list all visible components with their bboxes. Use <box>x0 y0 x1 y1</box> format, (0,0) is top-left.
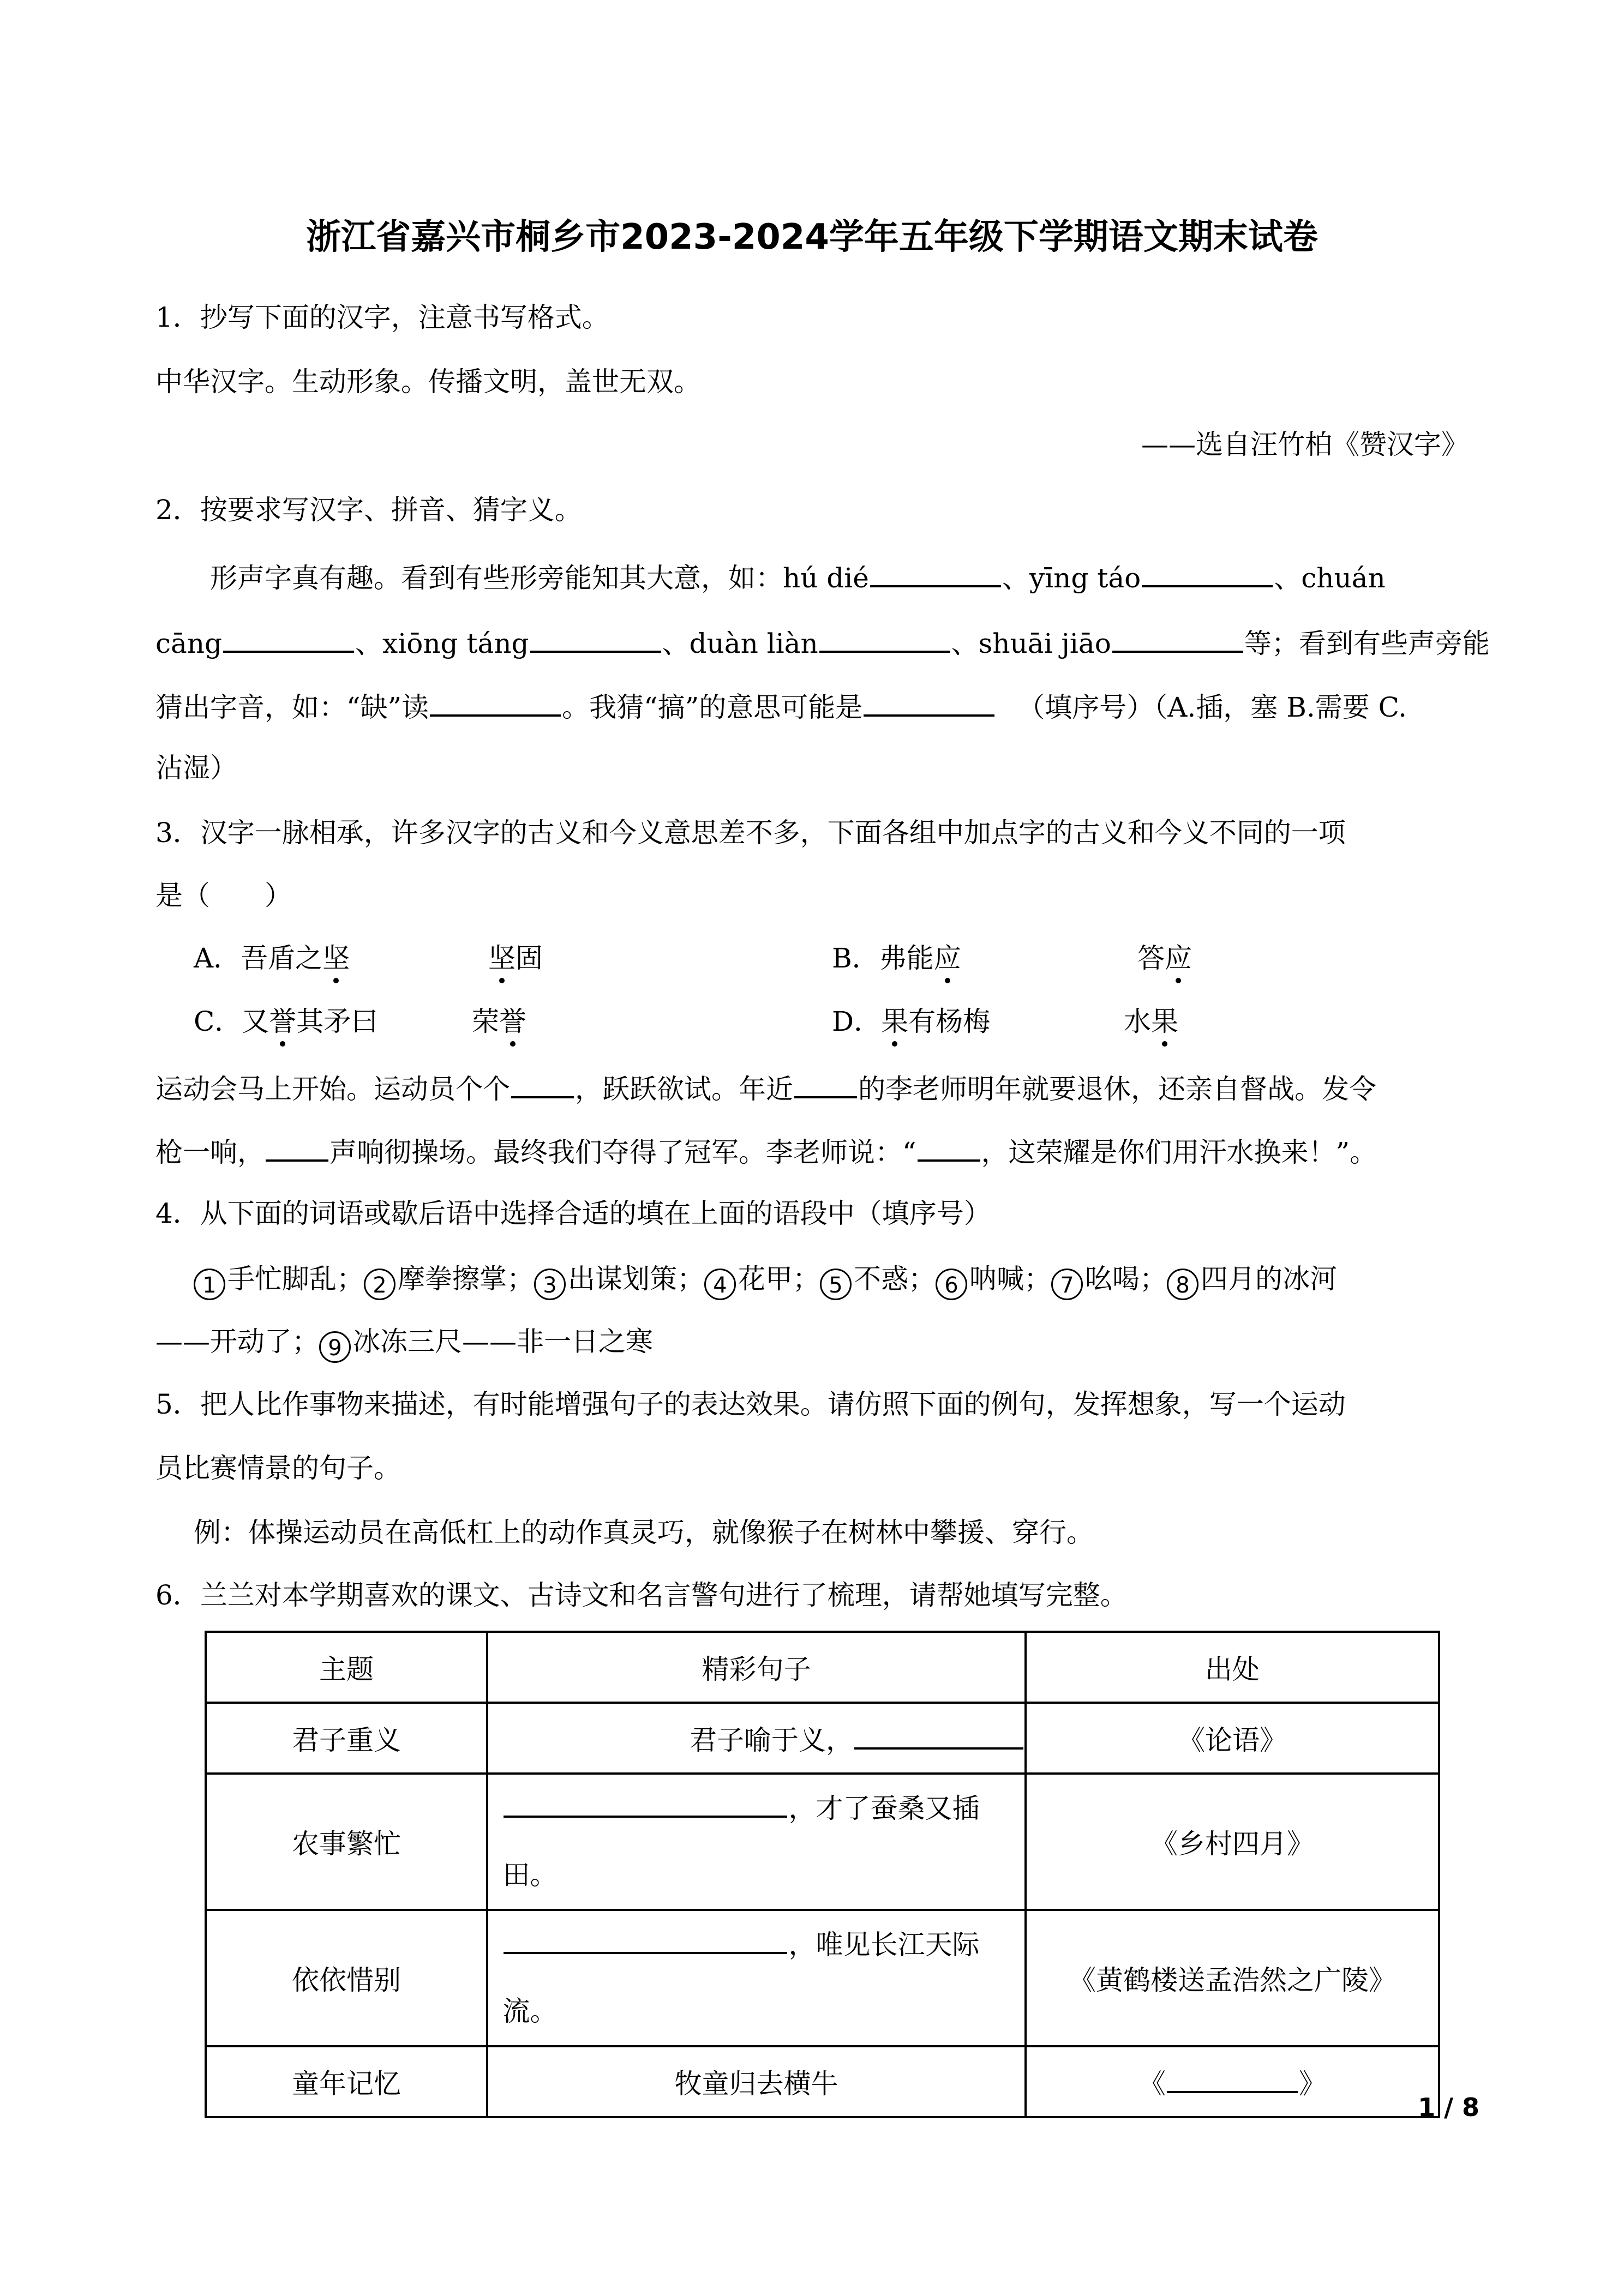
circled-number: 8 <box>1167 1269 1198 1300</box>
q5-prompt <box>155 1388 1346 1421</box>
q3-option-a-modern <box>488 942 543 975</box>
answer-blank[interactable] <box>1142 559 1273 587</box>
option-text: 答 <box>1137 942 1165 974</box>
q2-text: 形声字真有趣。看到有些形旁能知其大意，如： <box>210 562 783 594</box>
option-text: 摩拳擦掌； <box>398 1263 534 1295</box>
answer-blank[interactable] <box>530 624 661 653</box>
answer-blank[interactable] <box>864 688 994 717</box>
dotted-char: 坚 <box>488 942 516 974</box>
q4-option-8 <box>1167 1263 1337 1298</box>
answer-blank[interactable] <box>504 1789 787 1818</box>
dotted-char: 应 <box>933 942 961 974</box>
source-bracket: 》 <box>1298 2068 1326 2100</box>
table-row <box>206 1910 1439 2046</box>
header-theme: 主题 <box>206 1632 487 1703</box>
option-text: 不惑； <box>854 1263 936 1295</box>
option-text: 吾盾之 <box>241 942 323 974</box>
circled-number: 2 <box>364 1269 395 1300</box>
q1-prompt <box>155 301 609 334</box>
answer-blank[interactable] <box>1112 624 1243 653</box>
answer-blank[interactable] <box>854 1721 1023 1750</box>
option-label: C． <box>194 1006 242 1037</box>
q2-line-2 <box>155 624 1490 660</box>
circled-number: 9 <box>319 1331 351 1363</box>
cell-sentence <box>487 1910 1026 2046</box>
q4-option-1 <box>194 1263 364 1298</box>
option-text: 呐喊； <box>969 1263 1051 1295</box>
circled-number: 7 <box>1051 1269 1083 1300</box>
cell-sentence: 牧童归去横牛 <box>487 2046 1026 2117</box>
pinyin-cang: cāng <box>155 628 223 659</box>
answer-blank[interactable] <box>918 1133 980 1162</box>
passage-text: 的李老师明年就要退休，还亲自督战。发令 <box>858 1073 1376 1105</box>
q3-option-d-modern <box>1124 1005 1178 1038</box>
answer-blank[interactable] <box>430 688 561 717</box>
q2-line-1 <box>210 559 1386 594</box>
q5-example: 例：体操运动员在高低杠上的动作真灵巧，就像猴子在树林中攀援、穿行。 <box>194 1517 1094 1548</box>
q2-text: 猜出字音，如：“缺”读 <box>155 692 429 723</box>
passage-line-2 <box>155 1133 1377 1169</box>
q4-option-4 <box>704 1263 820 1298</box>
dotted-char: 果 <box>881 1006 909 1037</box>
q2-options: （填序号）（A.插，塞 B.需要 C. <box>1017 692 1407 723</box>
option-text: 其矛曰 <box>296 1006 379 1037</box>
q1-source: ——选自汪竹柏《赞汉字》 <box>1141 429 1469 460</box>
q3-option-c[interactable] <box>194 1005 378 1038</box>
q2-number: 2． <box>155 494 200 526</box>
pinyin-shuaijiao: shuāi jiāo <box>978 628 1111 659</box>
option-label: A． <box>194 942 241 974</box>
separator: 、 <box>1002 562 1029 594</box>
q3-option-d[interactable] <box>832 1005 990 1038</box>
q4-option-7 <box>1051 1263 1167 1298</box>
q4-options-line-2 <box>155 1325 653 1363</box>
q2-text: 等；看到有些声旁能 <box>1244 628 1490 659</box>
option-text: 冰冻三尺——非一日之寒 <box>353 1326 653 1357</box>
cell-sentence <box>487 1774 1026 1910</box>
table-row <box>206 1774 1439 1910</box>
q1-number: 1． <box>155 302 200 333</box>
q1-copy-text: 中华汉字。生动形象。传播文明，盖世无双。 <box>155 366 701 398</box>
option-text: 水 <box>1124 1006 1151 1037</box>
q4-option-3 <box>534 1263 704 1298</box>
answer-blank[interactable] <box>819 624 950 653</box>
q5-prompt-cont: 员比赛情景的句子。 <box>155 1452 401 1484</box>
q4-option-6 <box>936 1263 1051 1298</box>
passage-text: ，这荣耀是你们用汗水换来！”。 <box>981 1137 1377 1168</box>
cell-source <box>1026 2046 1439 2117</box>
circled-number: 4 <box>704 1269 736 1300</box>
q4-option-2 <box>364 1263 534 1298</box>
cell-source: 《黄鹤楼送孟浩然之广陵》 <box>1026 1910 1439 2046</box>
answer-blank[interactable] <box>511 1070 574 1098</box>
q2-text: 。我猜“搞”的意思可能是 <box>562 692 863 723</box>
q3-prompt-text: 汉字一脉相承，许多汉字的古义和今义意思差不多，下面各组中加点字的古义和今义不同的一项 <box>200 817 1346 849</box>
circled-number: 6 <box>936 1269 967 1300</box>
q3-option-c-modern <box>472 1005 526 1038</box>
source-bracket: 《 <box>1138 2068 1166 2100</box>
q3-prompt <box>155 816 1346 849</box>
cell-theme: 农事繁忙 <box>206 1774 487 1910</box>
option-text: 出谋划策； <box>568 1263 704 1295</box>
cell-sentence <box>487 1703 1026 1774</box>
sentence-text: 君子喻于义， <box>689 1724 853 1756</box>
option-text: 固 <box>516 942 543 974</box>
passage-text: 枪一响， <box>155 1137 265 1168</box>
pinyin-duanlian: duàn liàn <box>689 628 818 659</box>
answer-blank[interactable] <box>223 624 354 653</box>
answer-blank[interactable] <box>794 1070 857 1098</box>
q3-option-b[interactable] <box>832 942 961 975</box>
q4-prompt-text: 从下面的词语或歇后语中选择合适的填在上面的语段中（填序号） <box>200 1198 991 1229</box>
q5-number: 5． <box>155 1389 200 1420</box>
q4-number: 4． <box>155 1198 200 1229</box>
circled-number: 1 <box>194 1269 225 1300</box>
passage-text: 运动会马上开始。运动员个个 <box>155 1073 510 1105</box>
cell-theme: 童年记忆 <box>206 2046 487 2117</box>
cell-theme: 依依惜别 <box>206 1910 487 2046</box>
option-text: 花甲； <box>738 1263 820 1295</box>
table-row <box>206 1703 1439 1774</box>
q4-option-5 <box>820 1263 936 1298</box>
q3-number: 3． <box>155 817 200 849</box>
page-number: 1 / 8 <box>1418 2093 1479 2122</box>
dotted-char: 果 <box>1151 1006 1178 1037</box>
circled-number: 3 <box>534 1269 566 1300</box>
passage-text: ，跃跃欲试。年近 <box>575 1073 793 1105</box>
q2-prompt-text: 按要求写汉字、拼音、猜字义。 <box>200 494 582 526</box>
page-title: 浙江省嘉兴市桐乡市2023-2024学年五年级下学期语文期末试卷 <box>306 217 1318 257</box>
dotted-char: 誉 <box>269 1006 297 1037</box>
pinyin-hudie: hú dié <box>783 562 869 594</box>
separator: 、 <box>662 628 690 659</box>
option-text: 有杨梅 <box>908 1006 991 1037</box>
q3-option-b-modern <box>1137 942 1192 975</box>
q4-option-9 <box>319 1326 653 1361</box>
q5-prompt-text: 把人比作事物来描述，有时能增强句子的表达效果。请仿照下面的例句，发挥想象，写一个运动 <box>200 1389 1346 1420</box>
circled-number: 5 <box>820 1269 852 1300</box>
q6-number: 6． <box>155 1579 200 1611</box>
passage-line-1 <box>155 1070 1376 1105</box>
table-row <box>206 2046 1439 2117</box>
q4-options-line-1 <box>194 1263 1337 1300</box>
q3-prompt-cont: 是（ ） <box>155 880 292 911</box>
sentence-text: ，唯见长江天际流。 <box>502 1929 980 2027</box>
q2-prompt <box>155 494 582 526</box>
option-text: 弗能 <box>879 942 934 974</box>
cell-theme: 君子重义 <box>206 1703 487 1774</box>
separator: 、 <box>355 628 383 659</box>
q3-option-a[interactable] <box>194 942 350 975</box>
option-text: 吆喝； <box>1085 1263 1167 1295</box>
q6-prompt-text: 兰兰对本学期喜欢的课文、古诗文和名言警句进行了梳理，请帮她填写完整。 <box>200 1579 1128 1611</box>
cell-source: 《乡村四月》 <box>1026 1774 1439 1910</box>
q6-table <box>205 1631 1440 2118</box>
pinyin-yingtao: yīng táo <box>1029 562 1141 594</box>
answer-blank[interactable] <box>504 1926 787 1954</box>
q1-prompt-text: 抄写下面的汉字，注意书写格式。 <box>200 302 609 333</box>
q2-line-3 <box>155 688 1407 724</box>
separator: 、 <box>1274 562 1302 594</box>
dotted-char: 应 <box>1165 942 1192 974</box>
cell-source: 《论语》 <box>1026 1703 1439 1774</box>
option-label: D． <box>832 1006 882 1037</box>
option-label: B． <box>832 942 879 974</box>
q4-prompt <box>155 1197 991 1230</box>
q2-line-4: 沾湿） <box>155 752 237 784</box>
dotted-char: 誉 <box>499 1006 526 1037</box>
option-text: 四月的冰河 <box>1201 1263 1337 1295</box>
answer-blank[interactable] <box>266 1133 328 1162</box>
option-text: ——开动了； <box>155 1326 319 1357</box>
table-header-row <box>206 1632 1439 1703</box>
passage-text: 声响彻操场。最终我们夺得了冠军。李老师说：“ <box>329 1137 916 1168</box>
separator: 、 <box>951 628 979 659</box>
header-sentence: 精彩句子 <box>487 1632 1026 1703</box>
option-text: 手忙脚乱； <box>227 1263 364 1295</box>
option-text: 荣 <box>472 1006 499 1037</box>
answer-blank[interactable] <box>870 559 1001 587</box>
q6-prompt <box>155 1579 1128 1612</box>
pinyin-chuan: chuán <box>1301 562 1386 594</box>
dotted-char: 坚 <box>322 942 350 974</box>
header-source: 出处 <box>1026 1632 1439 1703</box>
pinyin-xiongtang: xiōng táng <box>382 628 529 659</box>
sentence-text: ，才了蚕桑又插田。 <box>502 1793 980 1891</box>
answer-blank[interactable] <box>1167 2065 1298 2093</box>
option-text: 又 <box>242 1006 269 1037</box>
